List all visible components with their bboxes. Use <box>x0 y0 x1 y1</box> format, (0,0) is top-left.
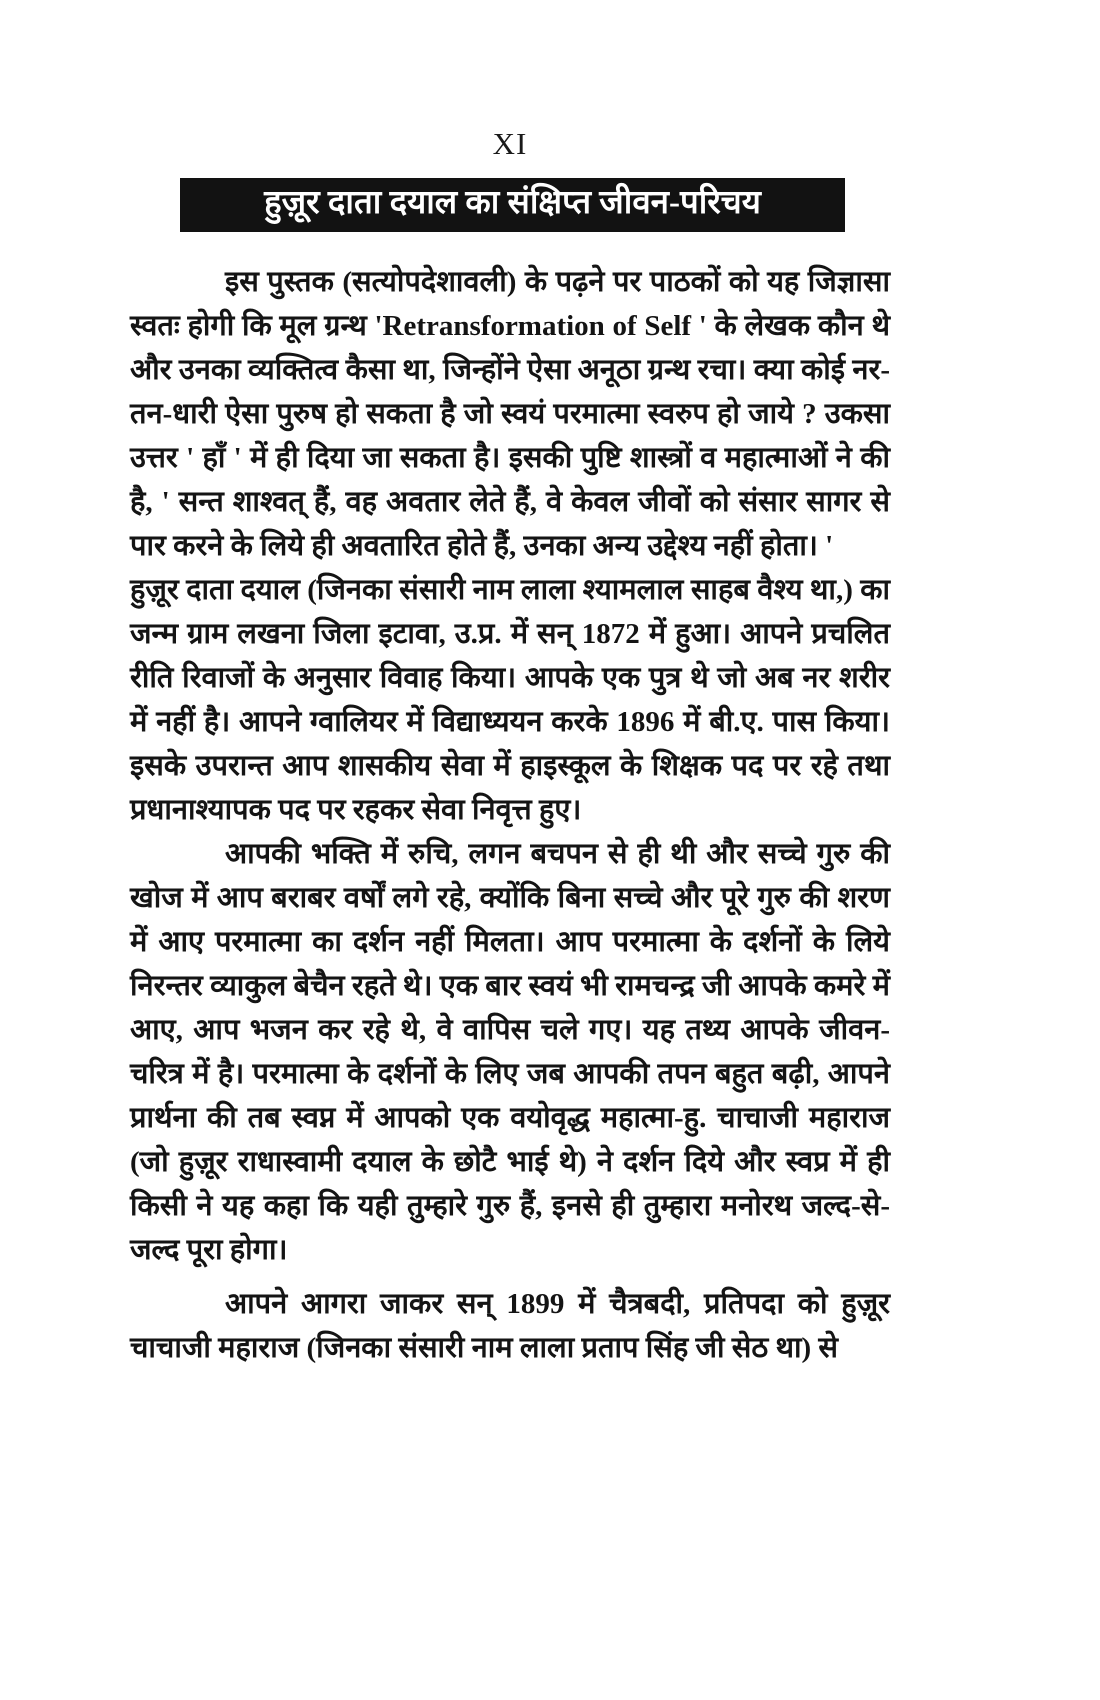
paragraph-intro: इस पुस्तक (सत्योपदेशावली) के पढ़ने पर पाठकों को यह जिज्ञासा स्वतः होगी कि मूल ग्रन्थ 'Retransformation of Self ' के लेखक कौन थे और उनका व्यक्तित्व कैसा था, जिन्होंने ऐसा अनूठा ग्रन्थ रचा। क्या कोई नर-तन-धारी ऐसा पुरुष हो सकता है जो स्वयं परमात्मा स्वरुप हो जाये ? उकसा उत्तर ' हाँ ' में ही दिया जा सकता है। इसकी पुष्टि शास्त्रों व महात्माओं ने की है, ' सन्त शाश्वत् हैं, वह अवतार लेते हैं, वे केवल जीवों को संसार सागर से पार करने के लिये ही अवतारित होते हैं, उनका अन्य उद्देश्य नहीं होता। ' <box>130 266 890 562</box>
chapter-title: हुज़ूर दाता दयाल का संक्षिप्त जीवन-परिचय <box>264 185 761 221</box>
paragraph-birth-education: हुज़ूर दाता दयाल (जिनका संसारी नाम लाला श्यामलाल साहब वैश्य था,) का जन्म ग्राम लखना जिला इटावा, उ.प्र. में सन् 1872 में हुआ। आपने प्रचलित रीति रिवाजों के अनुसार विवाह किया। आपके एक पुत्र थे जो अब नर शरीर में नहीं है। आपने ग्वालियर में विद्याध्ययन करके 1896 में बी.ए. पास किया। इसके उपरान्त आप शासकीय सेवा में हाइस्कूल के शिक्षक पद पर रहे तथा प्रधानाश्यापक पद पर रहकर सेवा निवृत्त हुए। <box>130 574 890 826</box>
paragraph-agra: आपने आगरा जाकर सन् 1899 में चैत्रबदी, प्रतिपदा को हुज़ूर चाचाजी महाराज (जिनका संसारी नाम लाला प्रताप सिंह जी सेठ था) से <box>130 1288 890 1364</box>
page-number: XI <box>492 126 528 161</box>
page-content <box>130 260 890 1370</box>
chapter-title-banner <box>180 178 845 232</box>
paragraph-devotion: आपकी भक्ति में रुचि, लगन बचपन से ही थी और सच्चे गुरु की खोज में आप बराबर वर्षों लगे रहे, क्योंकि बिना सच्चे और पूरे गुरु की शरण में आए परमात्मा का दर्शन नहीं मिलता। आप परमात्मा के दर्शनों के लिये निरन्तर व्याकुल बेचैन रहते थे। एक बार स्वयं भी रामचन्द्र जी आपके कमरे में आए, आप भजन कर रहे थे, वे वापिस चले गए। यह तथ्य आपके जीवन-चरित्र में है। परमात्मा के दर्शनों के लिए जब आपकी तपन बहुत बढ़ी, आपने प्रार्थना की तब स्वप्न में आपको एक वयोवृद्ध महात्मा-हु. चाचाजी महाराज (जो हुज़ूर राधास्वामी दयाल के छोटै भाई थे) ने दर्शन दिये और स्वप्र में ही किसी ने यह कहा कि यही तुम्हारे गुरु हैं, इनसे ही तुम्हारा मनोरथ जल्द-से-जल्द पूरा होगा। <box>130 838 890 1266</box>
